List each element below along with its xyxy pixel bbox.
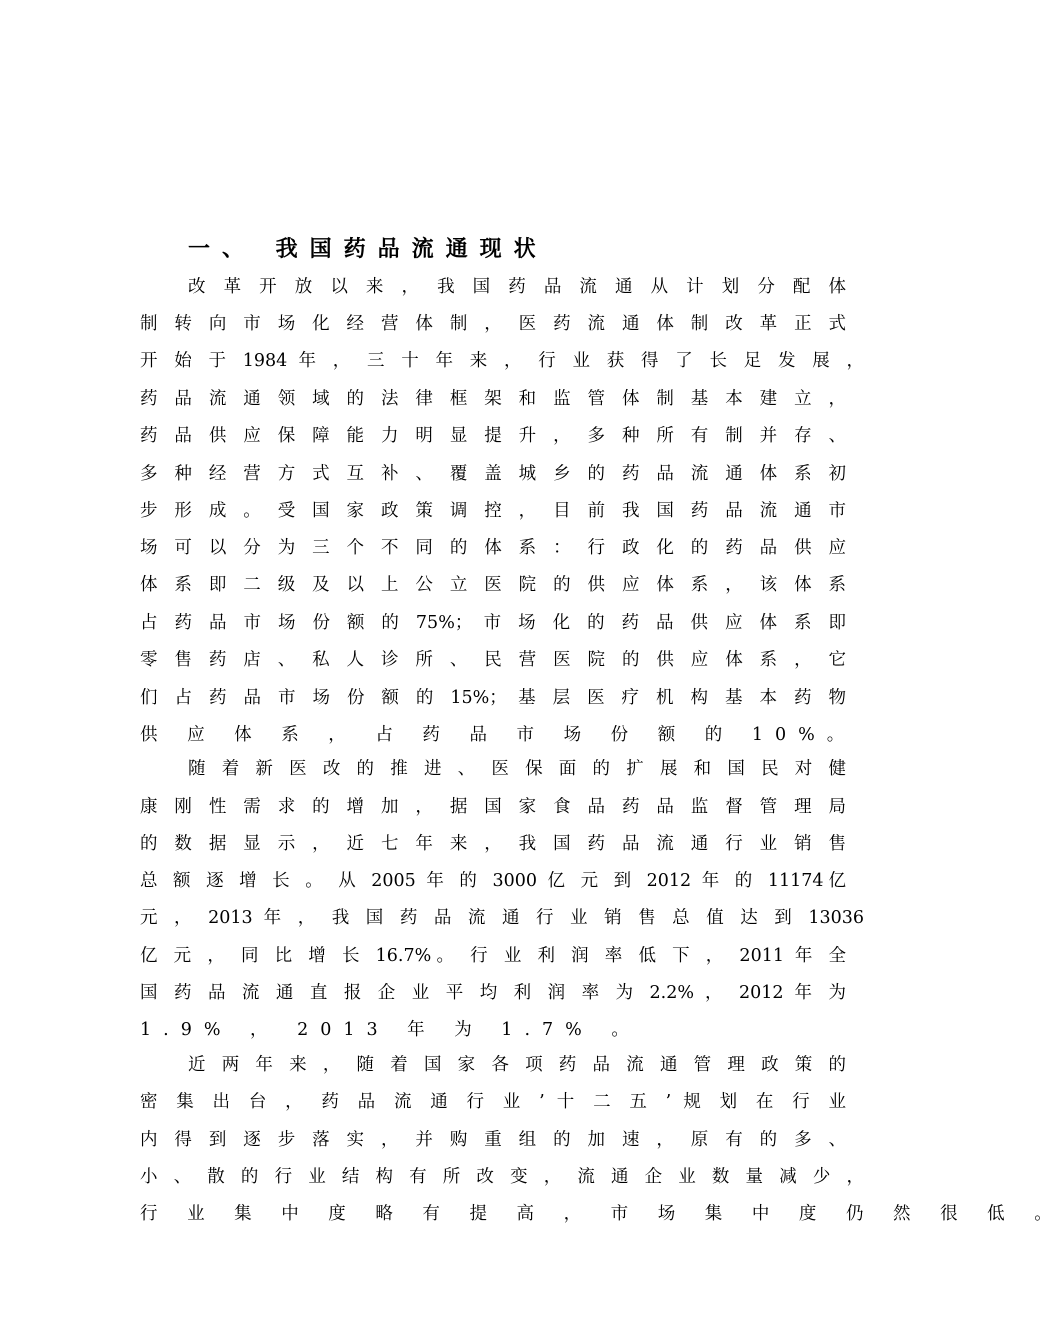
paragraph-3-line-3: 内 得 到 逐 步 落 实 ， 并 购 重 组 的 加 速 ， 原 有 的 多 、 xyxy=(140,1130,846,1150)
paragraph-2-line-4: 总 额 逐 增 长 。 从 2005 年 的 3000 亿 元 到 2012 年 的 11174亿 xyxy=(140,871,846,891)
paragraph-2-line-3: 的 数 据 显 示 ， 近 七 年 来 ， 我 国 药 品 流 通 行 业 销 售 xyxy=(140,834,846,854)
paragraph-1-line-7: 步 形 成 。 受 国 家 政 策 调 控 ， 目 前 我 国 药 品 流 通 市 xyxy=(140,501,846,521)
paragraph-1-line-2: 制 转 向 市 场 化 经 营 体 制 ， 医 药 流 通 体 制 改 革 正 式 xyxy=(140,314,846,334)
paragraph-1-line-1: 改 革 开 放 以 来 ， 我 国 药 品 流 通 从 计 划 分 配 体 xyxy=(188,277,846,297)
paragraph-3-line-4: 小 、 散 的 行 业 结 构 有 所 改 变 ， 流 通 企 业 数 量 减 少 ， xyxy=(140,1167,864,1187)
paragraph-1-line-5: 药 品 供 应 保 障 能 力 明 显 提 升 ， 多 种 所 有 制 并 存 、 xyxy=(140,426,846,446)
paragraph-2-line-1: 随 着 新 医 改 的 推 进 、 医 保 面 的 扩 展 和 国 民 对 健 xyxy=(188,759,846,779)
paragraph-2-line-2: 康 刚 性 需 求 的 增 加 ， 据 国 家 食 品 药 品 监 督 管 理 局 xyxy=(140,797,846,817)
paragraph-1-line-11: 零 售 药 店 、 私 人 诊 所 、 民 营 医 院 的 供 应 体 系 ， 它 xyxy=(140,650,846,670)
paragraph-1-line-3: 开 始 于 1984 年 ， 三 十 年 来 ， 行 业 获 得 了 长 足 发 展 ， xyxy=(140,351,864,371)
paragraph-3-line-1: 近 两 年 来 ， 随 着 国 家 各 项 药 品 流 通 管 理 政 策 的 xyxy=(188,1055,846,1075)
paragraph-3-line-2: 密 集 出 台 ， 药 品 流 通 行 业 ’ 十 二 五 ’ 规 划 在 行 业 xyxy=(140,1092,846,1112)
paragraph-1-line-9: 体 系 即 二 级 及 以 上 公 立 医 院 的 供 应 体 系 ， 该 体 系 xyxy=(140,575,846,595)
paragraph-1-line-13: 供 应 体 系 ， 占 药 品 市 场 份 额 的 10%。 xyxy=(140,725,857,745)
paragraph-2-line-6: 亿 元 ， 同 比 增 长 16.7%。 行 业 利 润 率 低 下 ， 2011 年 全 xyxy=(140,946,846,966)
paragraph-1-line-12: 们 占 药 品 市 场 份 额 的 15%； 基 层 医 疗 机 构 基 本 药 物 xyxy=(140,688,846,708)
paragraph-2-line-5: 元 ， 2013 年 ， 我 国 药 品 流 通 行 业 销 售 总 值 达 到 13036 xyxy=(140,908,864,928)
paragraph-2-line-8: 1.9% ， 2013 年 为 1.7% 。 xyxy=(140,1020,641,1040)
paragraph-1-line-8: 场 可 以 分 为 三 个 不 同 的 体 系 ： 行 政 化 的 药 品 供 应 xyxy=(140,538,846,558)
paragraph-1-line-4: 药 品 流 通 领 域 的 法 律 框 架 和 监 管 体 制 基 本 建 立 ， xyxy=(140,389,846,409)
paragraph-2-line-7: 国 药 品 流 通 直 报 企 业 平 均 利 润 率 为 2.2% ， 2012 年 为 xyxy=(140,983,846,1003)
paragraph-1-line-10: 占 药 品 市 场 份 额 的 75%； 市 场 化 的 药 品 供 应 体 系 即 xyxy=(140,613,846,633)
section-heading: 一、 我国药品流通现状 xyxy=(188,237,548,262)
paragraph-3-line-5: 行 业 集 中 度 略 有 提 高 ， 市 场 集 中 度 仍 然 很 低 。 xyxy=(140,1204,1064,1224)
paragraph-1-line-6: 多 种 经 营 方 式 互 补 、 覆 盖 城 乡 的 药 品 流 通 体 系 初 xyxy=(140,464,846,484)
